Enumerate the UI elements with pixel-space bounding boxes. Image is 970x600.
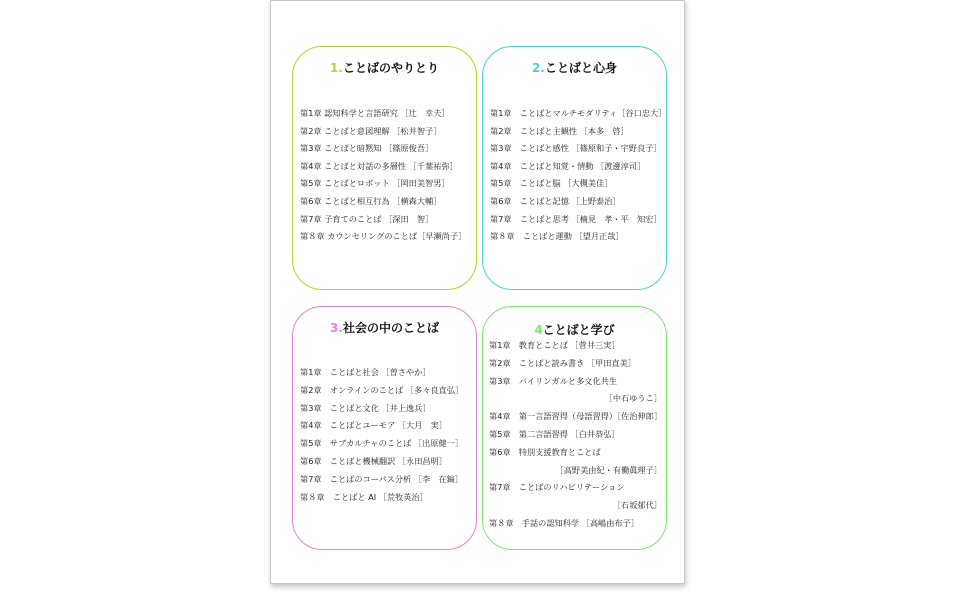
chapter-item: 第4章 ことばと対話の多層性 ［千葉祐弥］	[300, 160, 458, 171]
chapter-author-continuation: ［中石ゆうこ］	[604, 393, 662, 404]
section-box-4	[482, 306, 667, 550]
section-number: 4	[534, 323, 543, 337]
chapter-item: 第5章 サブカルチャのことば ［出原健一］	[300, 438, 464, 449]
chapter-item: 第2章 ことばと意図理解 ［松井智子］	[300, 125, 442, 136]
chapter-item: 第4章 ことばと知覚・情動 ［渡邊淳司］	[490, 160, 646, 171]
chapter-author-continuation: ［石坂郁代］	[612, 500, 662, 511]
chapter-item: 第８章 手話の認知科学 ［高嶋由布子］	[489, 517, 639, 528]
chapter-item: 第5章 ことばとロボット ［岡田美智男］	[300, 178, 450, 189]
chapter-item: 第2章 ことばと読み書き ［甲田直美］	[489, 357, 636, 368]
section-title-text: ことばと心身	[544, 61, 617, 75]
chapter-list-2	[490, 108, 667, 250]
chapter-item: 第3章 バイリンガルと多文化共生	[489, 375, 618, 386]
chapter-item: 第7章 子育てのことば ［深田 智］	[300, 213, 434, 224]
section-title-text: 社会の中のことば	[342, 321, 439, 335]
section-box-1	[292, 46, 477, 290]
section-number: 3.	[330, 321, 343, 335]
chapter-list-4	[489, 341, 664, 537]
section-title-text: ことばのやりとり	[342, 61, 439, 75]
section-box-2	[482, 46, 667, 290]
chapter-item: 第7章 ことばのリハビリテーション	[489, 482, 625, 493]
chapter-item: 第5章 第二言語習得 ［白井恭弘］	[489, 428, 620, 439]
section-number: 1.	[330, 61, 343, 75]
section-title-1	[293, 59, 476, 76]
section-title-2	[483, 59, 666, 76]
chapter-item: 第1章 ことばと社会 ［曽さやか］	[300, 367, 431, 377]
chapter-list-3	[300, 368, 474, 510]
chapter-item: 第5章 ことばと脳 ［大槻美佳］	[490, 178, 613, 189]
chapter-item: 第2章 オンラインのことば ［多々良直弘］	[300, 384, 464, 395]
chapter-item: 第1章 ことばとマルチモダリティ［谷口忠大］	[490, 108, 667, 118]
chapter-item: 第3章 ことばと文化 ［井上逸兵］	[300, 402, 431, 413]
chapter-item: 第８章 ことばと運動 ［望月正哉］	[490, 231, 624, 242]
chapter-item: 第6章 ことばと機械翻訳 ［永田昌明］	[300, 455, 447, 466]
chapter-item: 第８章 ことばと AI ［荒牧英治］	[300, 491, 428, 502]
chapter-item: 第7章 ことばのコーパス分析 ［李 在鎬］	[300, 473, 463, 484]
chapter-item: 第6章 ことばと記憶 ［上野泰治］	[490, 195, 621, 206]
chapter-list-1	[300, 109, 474, 250]
chapter-author-continuation: ［高野美由紀・有働眞理子］	[555, 464, 662, 475]
section-box-3	[292, 306, 477, 550]
chapter-item: 第2章 ことばと主観性 ［本多 啓］	[490, 125, 629, 136]
chapter-item: 第８章 カウンセリングのことば［早瀬尚子］	[300, 231, 467, 242]
chapter-item: 第6章 ことばと相互行為 ［横森大輔］	[300, 195, 442, 206]
chapter-item: 第4章 ことばとユーモア ［大月 実］	[300, 420, 447, 431]
chapter-item: 第1章 認知科学と言語研究 ［辻 幸夫］	[300, 108, 450, 118]
chapter-item: 第6章 特別支援教育とことば	[489, 446, 601, 457]
section-number: 2.	[532, 61, 545, 75]
chapter-item: 第4章 第一言語習得（母語習得）［佐治伸郎］	[489, 411, 663, 422]
chapter-item: 第7章 ことばと思考 ［楠見 孝・平 知宏］	[490, 213, 662, 224]
chapter-item: 第3章 ことばと暗黙知 ［篠原俊吾］	[300, 143, 434, 154]
chapter-item: 第1章 教育とことば ［菅井三実］	[489, 340, 620, 350]
document-page	[270, 0, 685, 584]
section-title-4	[483, 321, 666, 338]
section-title-text: ことばと学び	[542, 323, 615, 337]
section-title-3	[293, 319, 476, 336]
chapter-item: 第3章 ことばと感性 ［篠原和子・宇野良子］	[490, 143, 662, 154]
